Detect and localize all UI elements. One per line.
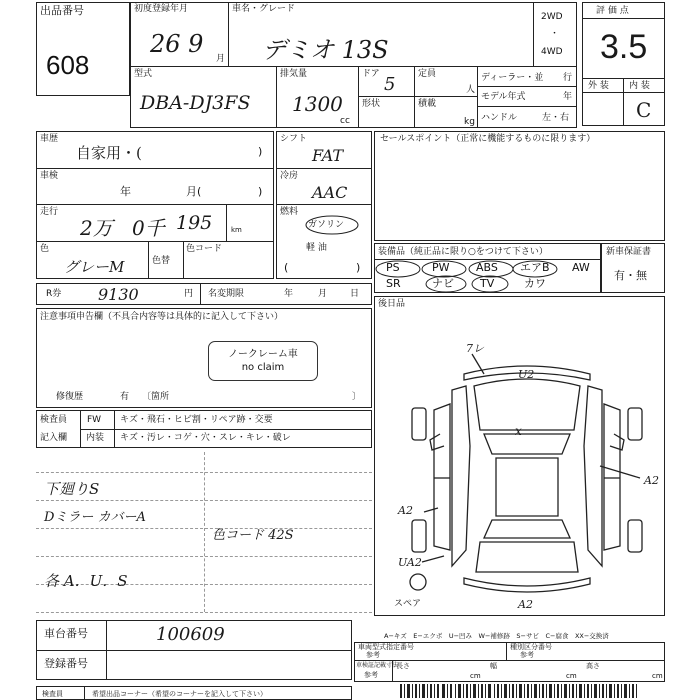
width-unit: cm bbox=[566, 672, 577, 680]
sales-label: セールスポイント（正常に機能するものに限ります） bbox=[380, 134, 596, 144]
equip-pw: PW bbox=[432, 261, 450, 274]
footer-notice: 希望出品コーナー（希望のコーナーを記入して下さい） bbox=[92, 690, 267, 698]
shift-value: FAT bbox=[312, 146, 344, 165]
equipment-label: 装備品（純正品に限り○をつけて下さい） bbox=[378, 247, 548, 257]
aircon-label: 冷房 bbox=[280, 171, 299, 181]
load-label: 積載 bbox=[418, 99, 437, 109]
length-unit: cm bbox=[470, 672, 481, 680]
mark-roof: x bbox=[515, 424, 522, 438]
barcode bbox=[400, 684, 640, 698]
equip-navi: ナビ bbox=[432, 277, 454, 290]
handle-value: 左・右 bbox=[542, 113, 570, 123]
class-ref: 参考 bbox=[520, 651, 534, 659]
mark-spare: スペア bbox=[394, 599, 422, 609]
lot-number: 608 bbox=[46, 50, 90, 80]
displacement-value: 1300 bbox=[292, 92, 343, 116]
recycle-value: 9130 bbox=[98, 285, 139, 304]
fuel-gas: ガソリン bbox=[308, 220, 345, 230]
interior-value: C bbox=[636, 98, 652, 122]
remark-3: 色コード 42S bbox=[212, 528, 294, 543]
history-close: ) bbox=[258, 145, 263, 158]
warranty-value: 有・無 bbox=[614, 269, 647, 282]
mileage-sen: 0千 bbox=[132, 216, 165, 240]
name-change-month: 月 bbox=[318, 289, 328, 299]
person-unit: 人 bbox=[466, 85, 476, 95]
drive-dot: ・ bbox=[550, 29, 560, 39]
interior-label: 内 装 bbox=[629, 81, 650, 91]
kg-unit: kg bbox=[464, 117, 475, 127]
capacity-label: 定員 bbox=[418, 69, 437, 79]
remark-2: Dミラー カバーA bbox=[44, 510, 146, 525]
repair-close: 〕 bbox=[352, 392, 362, 402]
name-change-year: 年 bbox=[284, 289, 294, 299]
doors-value: 5 bbox=[384, 74, 396, 95]
inspection-month: 月( bbox=[186, 185, 202, 198]
name-change-day: 日 bbox=[350, 289, 360, 299]
score-value: 3.5 bbox=[600, 28, 648, 66]
specified-label: 車両型式指定番号 bbox=[358, 643, 414, 651]
recycle-yen: 円 bbox=[184, 289, 194, 299]
doors-label: ドア bbox=[362, 69, 380, 79]
color-label: 色 bbox=[40, 244, 50, 254]
fuel-diesel: 軽 油 bbox=[306, 243, 327, 253]
history-value: 自家用・( bbox=[76, 144, 142, 162]
equip-airbag: エアB bbox=[520, 261, 550, 274]
displacement-label: 排気量 bbox=[280, 69, 308, 79]
int-label: 内装 bbox=[86, 433, 105, 443]
mark-left-lower: UA2 bbox=[398, 556, 422, 569]
name-change-label: 名変期限 bbox=[208, 289, 245, 299]
footer-left-label: 検査員 bbox=[42, 690, 63, 698]
fuel-label: 燃料 bbox=[280, 207, 299, 217]
notes-label: 注意事項申告欄（不具合内容等は具体的に記入して下さい） bbox=[40, 312, 284, 322]
name-grade-value: デミオ 13S bbox=[262, 36, 389, 64]
equip-sr: SR bbox=[386, 277, 401, 290]
specified-ref: 参考 bbox=[366, 651, 380, 659]
height-unit: cm bbox=[652, 672, 663, 680]
first-reg-label: 初度登録年月 bbox=[134, 4, 189, 14]
shift-label: シフト bbox=[280, 134, 308, 144]
length-label: 長さ bbox=[396, 662, 410, 670]
mileage-unit: km bbox=[231, 226, 242, 234]
inspector-label-1: 検査員 bbox=[40, 415, 68, 425]
warranty-label: 新車保証書 bbox=[606, 247, 652, 257]
model-label: 型式 bbox=[134, 69, 153, 79]
mark-top: 7レ bbox=[466, 342, 484, 355]
color-value: グレーM bbox=[64, 258, 125, 276]
repaint-label: 色替 bbox=[152, 256, 171, 266]
model-year-label: モデル年式 bbox=[481, 92, 526, 102]
legend: A−キズ E−エクボ U−凹み W−補修跡 S−サビ C−腐食 XX−交換済 bbox=[384, 632, 609, 640]
fw-items: キズ・飛石・ヒビ割・リペア跡・交要 bbox=[120, 415, 273, 425]
remark-1: 下廻りS bbox=[44, 480, 100, 498]
inspection-close: ) bbox=[258, 185, 263, 198]
exterior-label: 外 装 bbox=[588, 81, 609, 91]
class-label: 種別区分番号 bbox=[510, 643, 552, 651]
name-grade-label: 車名・グレード bbox=[232, 4, 296, 14]
drive-2wd: 2WD bbox=[541, 12, 563, 22]
equip-abs: ABS bbox=[476, 261, 498, 274]
fuel-paren-close: ) bbox=[356, 261, 361, 274]
height-label: 高さ bbox=[586, 662, 600, 670]
equip-aw: AW bbox=[572, 261, 590, 274]
first-reg-value: 26 9 bbox=[150, 30, 204, 58]
mileage-rest: 195 bbox=[176, 212, 213, 234]
mark-left: A2 bbox=[398, 504, 413, 517]
dealer-label: ディーラー・並 bbox=[481, 73, 544, 83]
remark-4: 各 A．U．S bbox=[44, 572, 128, 590]
lot-label: 出品番号 bbox=[40, 4, 84, 17]
chassis-label: 車台番号 bbox=[44, 627, 88, 640]
inspector-label-2: 記入欄 bbox=[40, 433, 68, 443]
car-diagram bbox=[404, 350, 650, 608]
noclaim-jp: ノークレーム車 bbox=[228, 349, 298, 360]
history-label: 車歴 bbox=[40, 134, 59, 144]
score-label: 評 価 点 bbox=[596, 6, 629, 16]
mark-rear: A2 bbox=[518, 598, 533, 611]
noclaim-en: no claim bbox=[241, 362, 285, 373]
fuel-gas-circle bbox=[304, 214, 360, 236]
month-unit: 月 bbox=[216, 54, 226, 64]
inspection-year: 年 bbox=[120, 185, 131, 198]
repair-label: 修復歴 bbox=[56, 392, 84, 402]
equipment-circles bbox=[374, 259, 601, 293]
cert-label: 車検証記載寸法 bbox=[356, 662, 399, 669]
equip-ps: PS bbox=[386, 261, 400, 274]
aircon-value: AAC bbox=[312, 183, 348, 202]
mark-right: A2 bbox=[644, 474, 659, 487]
mark-hood: U2 bbox=[518, 368, 535, 381]
mileage-label: 走行 bbox=[40, 207, 59, 217]
equip-leather: カワ bbox=[524, 277, 546, 290]
handle-label: ハンドル bbox=[481, 113, 518, 123]
dealer-mark: 行 bbox=[563, 73, 573, 83]
year-unit: 年 bbox=[563, 92, 573, 102]
recycle-label: R券 bbox=[46, 289, 62, 299]
shape-label: 形状 bbox=[362, 99, 381, 109]
int-items: キズ・汚レ・コゲ・穴・スレ・キレ・破レ bbox=[120, 433, 291, 443]
chassis-value: 100609 bbox=[156, 624, 225, 645]
fw-label: FW bbox=[87, 415, 102, 425]
drive-4wd: 4WD bbox=[541, 47, 563, 57]
noclaim-stamp bbox=[208, 341, 318, 381]
fuel-paren-open: ( bbox=[284, 261, 289, 274]
sales-box bbox=[374, 131, 665, 241]
color-code-label: 色コード bbox=[186, 244, 223, 254]
width-label: 幅 bbox=[490, 662, 497, 670]
repair-value: 有 bbox=[120, 392, 130, 402]
cc-unit: cc bbox=[340, 116, 350, 126]
mileage-man: 2万 bbox=[80, 216, 113, 240]
notes-box bbox=[36, 308, 372, 408]
registration-label: 登録番号 bbox=[44, 657, 88, 670]
inspection-label: 車検 bbox=[40, 171, 59, 181]
model-value: DBA-DJ3FS bbox=[140, 92, 251, 114]
cert-ref: 参考 bbox=[364, 671, 378, 679]
later-label: 後日品 bbox=[378, 299, 406, 309]
equip-tv: TV bbox=[480, 277, 495, 290]
repair-place: 〔箇所 bbox=[142, 392, 170, 402]
